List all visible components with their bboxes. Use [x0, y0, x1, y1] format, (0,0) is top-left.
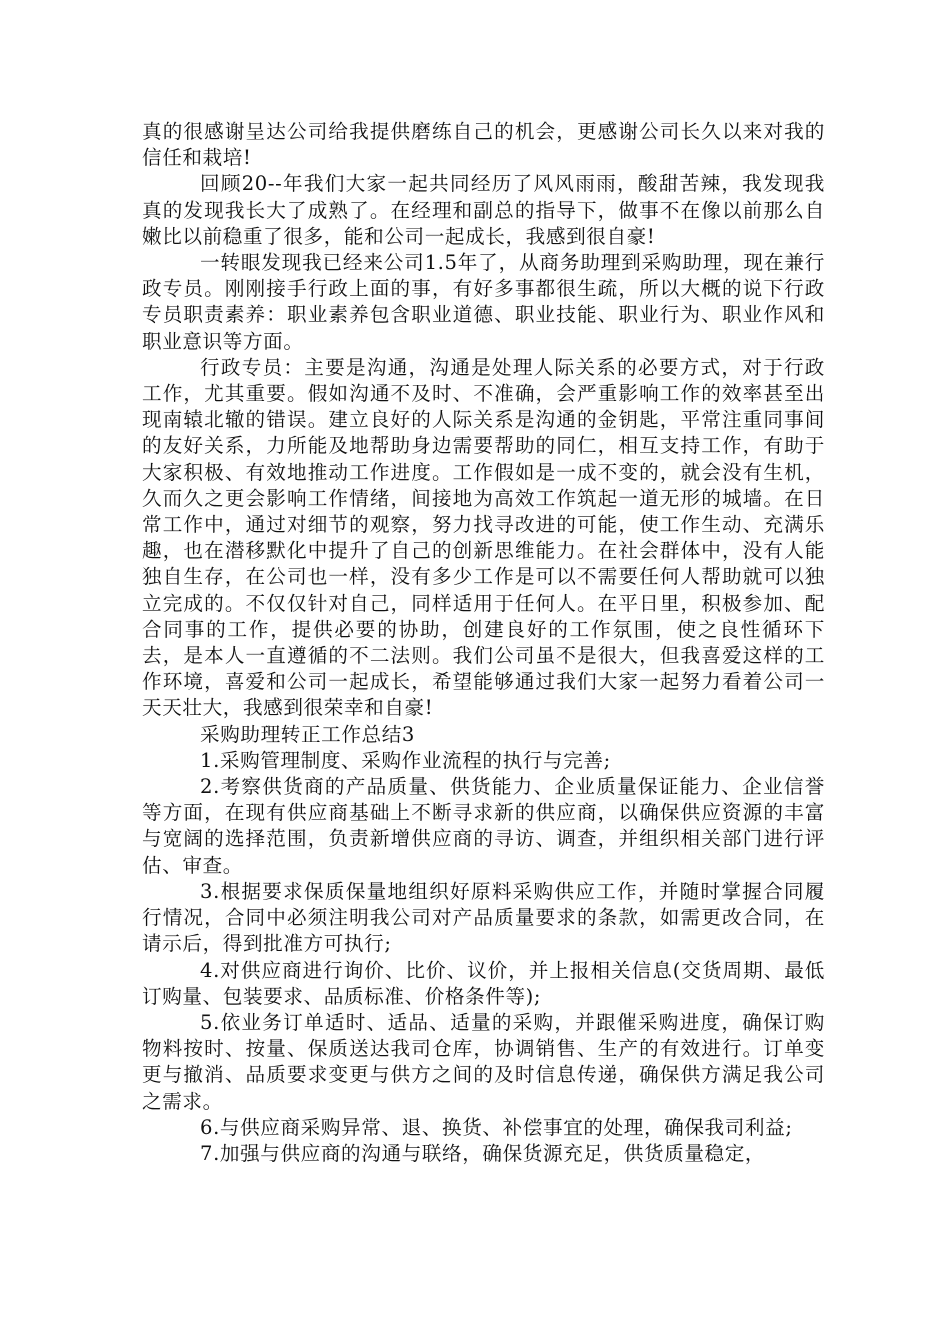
list-item: 1.采购管理制度、采购作业流程的执行与完善;: [200, 748, 611, 772]
list-item: 4.对供应商进行询价、比价、议价，并上报相关信息(交货周期、最低订购量、包装要求、品质标准、价格条件等);: [142, 958, 825, 1008]
paragraph: 一转眼发现我已经来公司1.5年了，从商务助理到采购助理，现在兼行政专员。刚刚接手行政上面的事，有好多事都很生疏，所以大概的说下行政专员职责素养：职业素养包含职业道德、职业技能、职业行为、职业作风和职业意识等方面。: [142, 251, 825, 353]
list-item: 7.加强与供应商的沟通与联络，确保货源充足，供货质量稳定，: [200, 1141, 766, 1165]
list-item: 2.考察供货商的产品质量、供货能力、企业质量保证能力、企业信誉等方面，在现有供应商基础上不断寻求新的供应商，以确保供应资源的丰富与宽阔的选择范围，负责新增供应商的寻访、调查，并组织相关部门进行评估、审查。: [142, 775, 825, 877]
list-item: 6.与供应商采购异常、退、换货、补偿事宜的处理，确保我司利益;: [200, 1115, 793, 1139]
section-heading: 采购助理转正工作总结3: [200, 722, 416, 746]
paragraph: 行政专员：主要是沟通，沟通是处理人际关系的必要方式，对于行政工作，尤其重要。假如沟通不及时、不准确，会严重影响工作的效率甚至出现南辕北辙的错误。建立良好的人际关系是沟通的金钥匙，平常注重同事间的友好关系，力所能及地帮助身边需要帮助的同仁，相互支持工作，有助于大家积极、有效地推动工作进度。工作假如是一成不变的，就会没有生机，久而久之更会影响工作情绪，间接地为高效工作筑起一道无形的城墙。在日常工作中，通过对细节的观察，努力找寻改进的可能，使工作生动、充满乐趣，也在潜移默化中提升了自己的创新思维能力。在社会群体中，没有人能独自生存，在公司也一样，没有多少工作是可以不需要任何人帮助就可以独立完成的。不仅仅针对自己，同样适用于任何人。在平日里，积极参加、配合同事的工作，提供必要的协助，创建良好的工作氛围，使之良性循环下去，是本人一直遵循的不二法则。我们公司虽不是很大，但我喜爱这样的工作环境，喜爱和公司一起成长，希望能够通过我们大家一起努力看着公司一天天壮大，我感到很荣幸和自豪!: [142, 355, 825, 720]
document-body: [142, 119, 825, 1167]
list-item: 5.依业务订单适时、适品、适量的采购，并跟催采购进度，确保订购物料按时、按量、保质送达我司仓库，协调销售、生产的有效进行。订单变更与撤消、品质要求变更与供方之间的及时信息传递，确保供方满足我公司之需求。: [142, 1010, 825, 1113]
list-item: 3.根据要求保质保量地组织好原料采购供应工作，并随时掌握合同履行情况，合同中必须注明我公司对产品质量要求的条款，如需更改合同，在请示后，得到批准方可执行;: [142, 879, 825, 956]
paragraph: 回顾20--年我们大家一起共同经历了风风雨雨，酸甜苦辣，我发现我真的发现我长大了成熟了。在经理和副总的指导下，做事不在像以前那么自嫩比以前稳重了很多，能和公司一起成长，我感到很自豪!: [142, 172, 825, 248]
paragraph: 真的很感谢呈达公司给我提供磨练自己的机会，更感谢公司长久以来对我的信任和栽培!: [142, 120, 825, 170]
